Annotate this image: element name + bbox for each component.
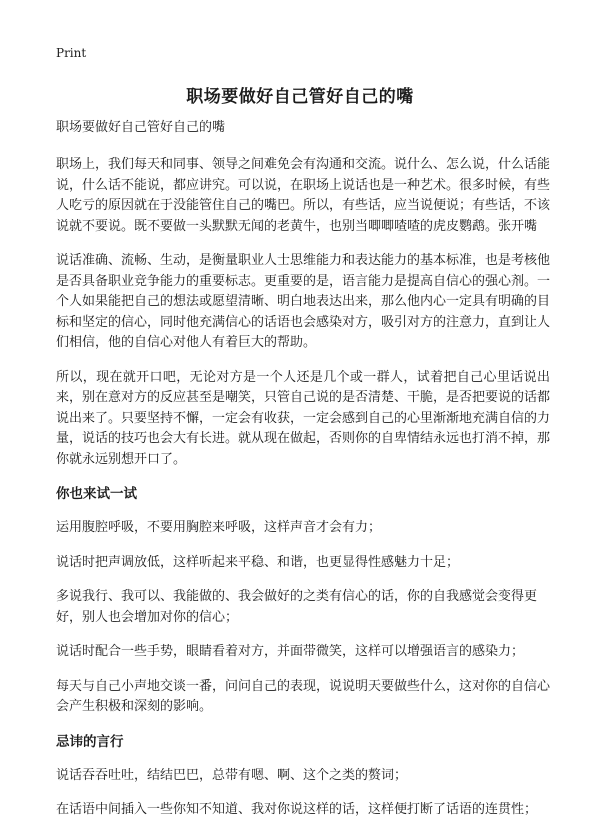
article-subtitle: 职场要做好自己管好自己的嘴: [56, 120, 226, 135]
paragraph-intro: 职场上，我们每天和同事、领导之间难免会有沟通和交流。说什么、怎么说，什么话能说，什么话不能说，都应讲究。可以说，在职场上说话也是一种艺术。很多时候，有些人吃亏的原因就在于没能管住自己的嘴巴。所以，有些话，应当说便说；有些话，不该说就不要说。既不要做一头默默无闻的老黄牛，也别当唧唧喳喳的虎皮鹦鹉。张开嘴: [56, 157, 551, 234]
section-heading-taboo: 忌讳的言行: [56, 733, 124, 750]
paragraph-start-talking: 所以，现在就开口吧，无论对方是一个人还是几个或一群人，试着把自己心里话说出来，别在意对方的反应甚至是嘲笑，只管自己说的是否清楚、干脆，是否把要说的话都说出来了。只要坚持不懈，一定会有收获，一定会感到自己的心里渐渐地充满自信的力量，说话的技巧也会大有长进。就从现在做起，否则你的自卑情结永远也打消不掉，那你就永远别想开口了。: [56, 369, 551, 467]
print-link[interactable]: Print: [56, 46, 87, 60]
article-body: [56, 118, 550, 835]
list-item: 说话吞吞吐吐，结结巴巴，总带有嗯、啊、这个之类的赘词；: [56, 767, 408, 783]
section-heading-try: 你也来试一试: [56, 486, 137, 502]
list-item: 在话语中间插入一些你知不知道、我对你说这样的话，这样便打断了话语的连贯性；: [56, 802, 538, 817]
list-item: 说话时配合一些手势，眼睛看着对方，并面带微笑，这样可以增强语言的感染力；: [56, 644, 525, 659]
list-item: 运用腹腔呼吸，不要用胸腔来呼吸，这样声音才会有力；: [56, 520, 382, 535]
list-item: 每天与自己小声地交谈一番，问问自己的表现，说说明天要做些什么，这对你的自信心会产生积极和深刻的影响。: [56, 678, 551, 714]
paragraph-language-ability: 说话准确、流畅、生动，是衡量职业人士思维能力和表达能力的基本标准，也是考核他是否具备职业竞争能力的重要标志。更重要的是，语言能力是提高自信心的强心剂。一个人如果能把自己的想法或愿望清晰、明白地表达出来，那么他内心一定具有明确的目标和坚定的信心，同时他充满信心的话语也会感染对方，吸引对方的注意力，直到让人们相信，他的自信心对他人有着巨大的帮助。: [56, 253, 551, 350]
article-title: 职场要做好自己管好自己的嘴: [186, 87, 414, 107]
list-item: 说话时把声调放低，这样听起来平稳、和谐，也更显得性感魅力十足；: [56, 554, 460, 570]
list-item: 多说我行、我可以、我能做的、我会做好的之类有信心的话，你的自我感觉会变得更好，别人也会增加对你的信心；: [56, 589, 538, 625]
